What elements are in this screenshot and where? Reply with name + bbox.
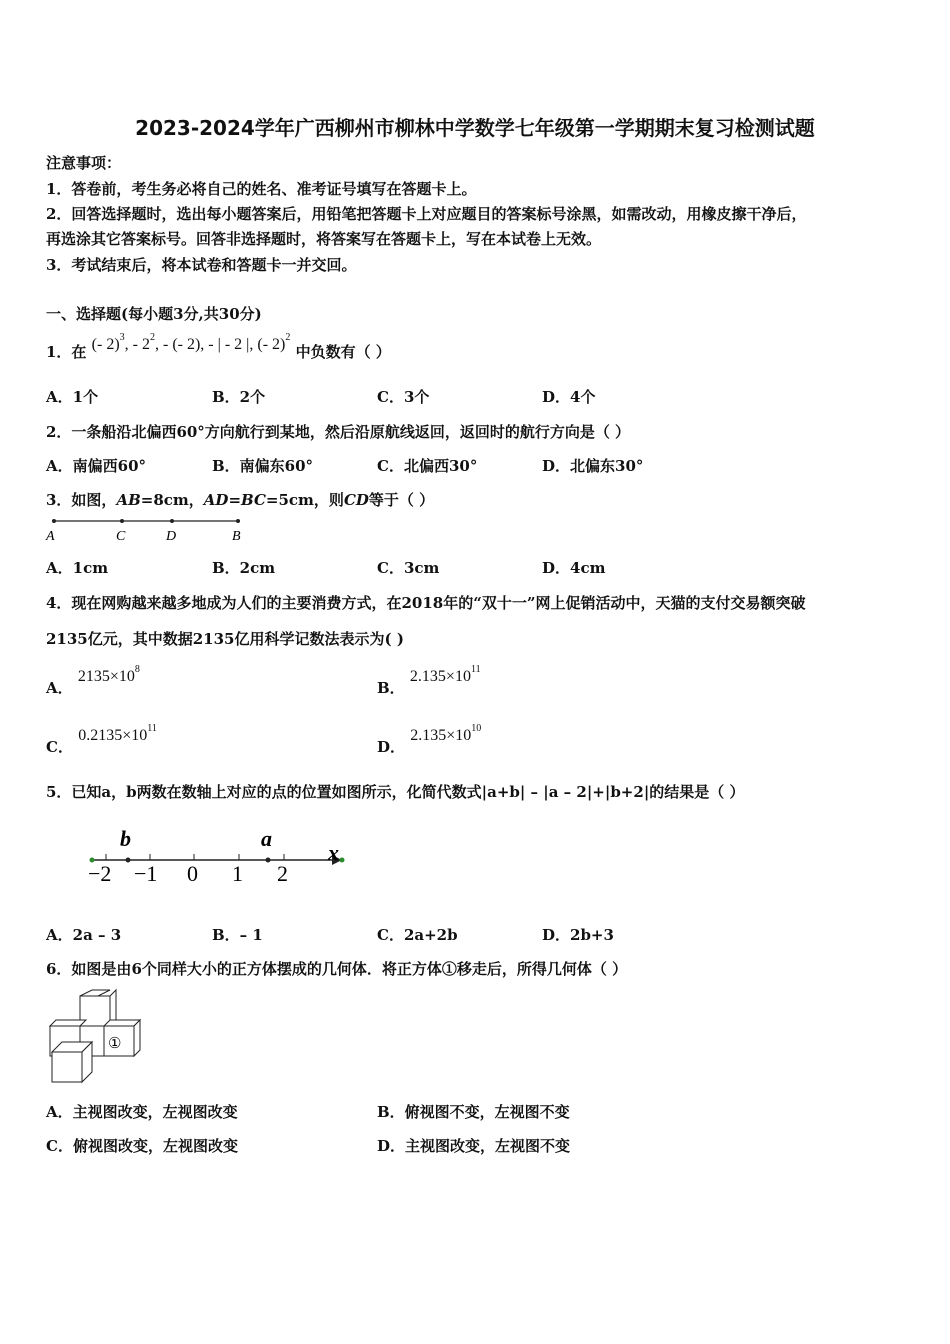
q1-suffix: 中负数有（ ） bbox=[295, 343, 391, 361]
point-c-dot bbox=[120, 519, 124, 523]
q2-option-d: D．北偏东30° bbox=[542, 457, 644, 475]
q5-option-b: B．– 1 bbox=[212, 926, 263, 944]
q5-option-d: D．2b+3 bbox=[542, 926, 614, 944]
axis-x-label: x bbox=[328, 840, 339, 865]
q6-option-a: A．主视图改变，左视图改变 bbox=[46, 1103, 238, 1121]
q6-option-b: B．俯视图不变，左视图不变 bbox=[377, 1103, 570, 1121]
point-a-dot bbox=[52, 519, 56, 523]
point-a-label: a bbox=[261, 826, 272, 851]
q3-option-a: A．1cm bbox=[46, 559, 109, 577]
tick-label-0: 0 bbox=[187, 861, 198, 886]
cube-1-label: ① bbox=[108, 1036, 122, 1052]
q3-option-b: B．2cm bbox=[212, 559, 276, 577]
point-d-dot bbox=[170, 519, 174, 523]
notice-item-3: 3．考试结束后，将本试卷和答题卡一并交回。 bbox=[46, 256, 357, 274]
tick-label-2: 2 bbox=[277, 861, 288, 886]
notice-item-2-cont: 再选涂其它答案标号。回答非选择题时，将答案写在答题卡上，写在本试卷上无效。 bbox=[46, 230, 602, 248]
question-3: 3．如图，AB=8cm，AD=BC=5cm，则CD等于（ ） bbox=[46, 491, 435, 509]
segment-figure bbox=[44, 514, 254, 544]
label-a: A bbox=[46, 529, 55, 544]
cube-front-front bbox=[52, 1052, 82, 1082]
question-2: 2．一条船沿北偏西60°方向航行到某地，然后沿原航线返回，返回时的航行方向是（ ） bbox=[46, 423, 631, 441]
q3-option-d: D．4cm bbox=[542, 559, 606, 577]
q6-option-c: C．俯视图改变，左视图改变 bbox=[46, 1137, 238, 1155]
q1-option-d: D．4个 bbox=[542, 388, 596, 406]
q4-option-d: D． $2.135\times 10^{10}$ bbox=[377, 723, 482, 756]
section-heading: 一、选择题(每小题3分,共30分) bbox=[46, 305, 262, 323]
label-b: B bbox=[232, 529, 241, 544]
q4-option-c: C． $0.2135\times 10^{11}$ bbox=[46, 723, 157, 756]
question-4-line-2: 2135亿元，其中数据2135亿用科学记数法表示为( ) bbox=[46, 630, 404, 648]
q1-expression: (- 2)$^3$, - $2^2$, - (- 2), - | - 2 |, (- 2)$^2$ bbox=[91, 332, 291, 353]
question-1 bbox=[46, 332, 391, 361]
notice-item-2: 2．回答选择题时，选出每小题答案后，用铅笔把答题卡上对应题目的答案标号涂黑，如需改动，用橡皮擦干净后， bbox=[46, 205, 807, 223]
q5-option-c: C．2a+2b bbox=[377, 926, 458, 944]
exam-title: 2023-2024学年广西柳州市柳林中学数学七年级第一学期期末复习检测试题 bbox=[135, 116, 815, 140]
notice-heading: 注意事项： bbox=[46, 154, 122, 172]
q2-option-b: B．南偏东60° bbox=[212, 457, 314, 475]
point-a-dot bbox=[266, 858, 271, 863]
q4-option-a: A． $2135\times 10^8$ bbox=[46, 664, 140, 697]
q1-prefix: 1．在 bbox=[46, 343, 87, 361]
question-5: 5．已知a，b两数在数轴上对应的点的位置如图所示，化简代数式|a+b| – |a – 2|+|b+2|的结果是（ ） bbox=[46, 783, 745, 801]
q3-option-c: C．3cm bbox=[377, 559, 440, 577]
q1-option-a: A．1个 bbox=[46, 388, 99, 406]
label-d: D bbox=[166, 529, 177, 544]
q4-option-b: B． $2.135\times 10^{11}$ bbox=[377, 664, 481, 697]
question-6: 6．如图是由6个同样大小的正方体摆成的几何体．将正方体①移走后，所得几何体（ ） bbox=[46, 960, 628, 978]
green-marker-right bbox=[340, 858, 345, 863]
tick-label-neg1: −1 bbox=[134, 861, 158, 886]
label-c: C bbox=[116, 529, 126, 544]
notice-item-1: 1．答卷前，考生务必将自己的姓名、准考证号填写在答题卡上。 bbox=[46, 180, 477, 198]
tick-label-1: 1 bbox=[232, 861, 243, 886]
point-b-dot bbox=[236, 519, 240, 523]
q2-option-c: C．北偏西30° bbox=[377, 457, 478, 475]
point-b-label: b bbox=[120, 826, 131, 851]
q5-option-a: A．2a – 3 bbox=[46, 926, 122, 944]
point-b-dot bbox=[126, 858, 131, 863]
cube-left-top-face bbox=[50, 1020, 86, 1026]
cube-top-top-face bbox=[80, 990, 110, 996]
number-line-figure bbox=[84, 824, 354, 886]
cube-right-side bbox=[134, 1020, 140, 1056]
cube-figure bbox=[42, 986, 146, 1088]
q6-option-d: D．主视图改变，左视图不变 bbox=[377, 1137, 571, 1155]
question-4-line-1: 4．现在网购越来越多地成为人们的主要消费方式，在2018年的“双十一”网上促销活动中，天猫的支付交易额突破 bbox=[46, 594, 806, 612]
q1-option-b: B．2个 bbox=[212, 388, 266, 406]
tick-label-neg2: −2 bbox=[88, 861, 112, 886]
q1-option-c: C．3个 bbox=[377, 388, 430, 406]
q2-option-a: A．南偏西60° bbox=[46, 457, 147, 475]
